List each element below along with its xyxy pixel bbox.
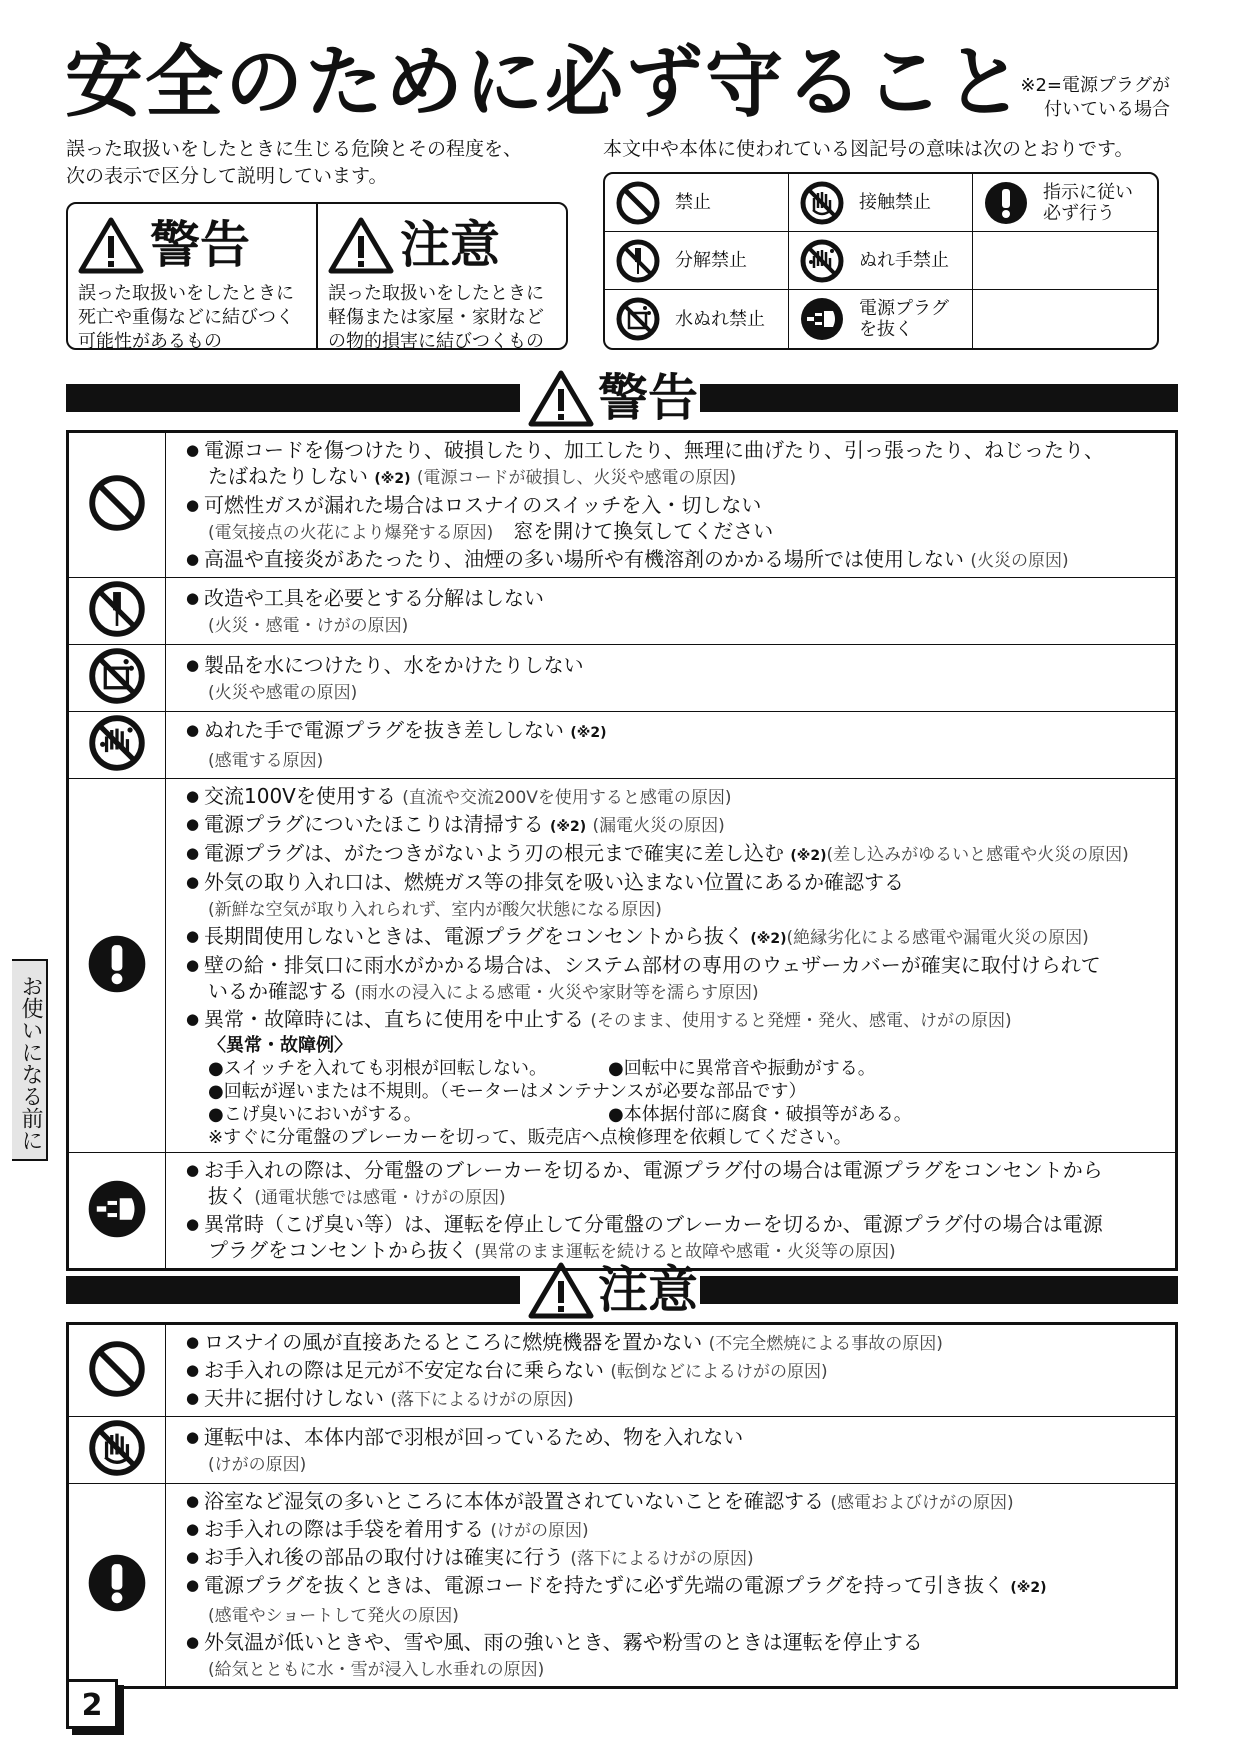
unplug-icon	[86, 1178, 148, 1240]
list-item	[186, 1385, 1161, 1413]
warning-banner-bar-right	[700, 384, 1178, 412]
item-reason: (差し込みがゆるいと感電や火災の原因)	[826, 845, 1129, 865]
plug-mark: (※2)	[549, 819, 587, 835]
item-reason: (落下によるけがの原因)	[390, 1390, 574, 1410]
symbol-legend	[603, 172, 1159, 350]
page-number: 2	[66, 1679, 118, 1729]
item-text: お手入れ後の部品の取付けは確実に行う	[204, 1545, 564, 1569]
symbol-no-disassembly	[605, 232, 789, 290]
failure-examples	[186, 1057, 1161, 1080]
intro-right: 本文中や本体に使われている図記号の意味は次のとおりです。	[603, 138, 1134, 160]
caution-banner-label	[528, 1260, 698, 1320]
symbol-mandatory	[973, 174, 1157, 232]
list-item-cont	[186, 895, 1161, 923]
caution-row-icon-cell	[68, 1417, 166, 1484]
item-reason: (雨水の浸入による感電・火災や家財等を濡らす原因)	[354, 983, 759, 1003]
warning-row-icon-cell	[68, 578, 166, 645]
warning-table	[66, 430, 1178, 1271]
item-text: いるか確認する	[208, 979, 348, 1003]
symbol-no-touch-label: 接触禁止	[859, 192, 931, 213]
item-text: ぬれた手で電源プラグを抜き差ししない	[204, 718, 564, 742]
no-water-icon	[615, 296, 661, 342]
item-text: 壁の給・排気口に雨水がかかる場合は、システム部材の専用のウェザーカバーが確実に取付けられて	[204, 953, 1101, 977]
page-title: 安全のために必ず守ること	[65, 38, 1026, 128]
item-text: ロスナイの風が直接あたるところに燃焼機器を置かない	[204, 1330, 703, 1354]
warning-row-prohibited	[68, 432, 1177, 578]
caution-row-icon-cell	[68, 1324, 166, 1417]
item-reason: (そのまま、使用すると発煙・発火、感電、けがの原因)	[590, 1011, 1012, 1031]
legend-warning	[68, 204, 316, 352]
caution-row-icon-cell	[68, 1484, 166, 1688]
unplug-icon	[799, 296, 845, 342]
list-item	[186, 717, 1161, 746]
item-text: 電源プラグを抜くときは、電源コードを持たずに必ず先端の電源プラグを持って引き抜く	[204, 1573, 1004, 1597]
failure-example-3: ●回転が遅いまたは不規則。（モーターはメンテナンスが必要な部品です）	[208, 1081, 807, 1102]
item-reason: (電気接点の火花により爆発する原因)	[208, 523, 494, 543]
list-item	[186, 811, 1161, 840]
caution-row-text	[166, 1417, 1177, 1484]
intro-left-line1: 誤った取扱いをしたときに生じる危険とその程度を、	[66, 138, 523, 160]
item-text: お手入れの際は足元が不安定な台に乗らない	[204, 1358, 604, 1382]
item-text: 電源プラグは、がたつきがないよう刃の根元まで確実に差し込む	[204, 841, 784, 865]
item-text: プラグをコンセントから抜く	[208, 1238, 468, 1262]
item-text: 交流100Vを使用する	[204, 784, 396, 808]
item-reason: (通電状態では感電・けがの原因)	[254, 1188, 506, 1208]
warning-banner-bar-left	[66, 384, 520, 412]
list-item	[186, 585, 1161, 611]
list-item	[186, 437, 1161, 463]
intro-left-line2: 次の表示で区分して説明しています。	[66, 165, 388, 187]
caution-row-text	[166, 1324, 1177, 1417]
prohibited-icon	[87, 473, 147, 533]
legend-warning-desc-3: 可能性があるもの	[78, 331, 222, 352]
plug-mark: (※2)	[374, 471, 411, 487]
item-text: 可燃性ガスが漏れた場合はロスナイのスイッチを入・切しない	[204, 493, 762, 517]
list-item	[186, 546, 1161, 574]
item-reason: (感電およびけがの原因)	[830, 1493, 1014, 1513]
list-item-cont	[186, 611, 1161, 639]
plug-mark: (※2)	[570, 725, 607, 741]
plug-note-line1: ※2=電源プラグが	[1020, 75, 1170, 96]
item-reason: (感電する原因)	[208, 751, 324, 771]
severity-legend	[66, 202, 568, 350]
list-item	[186, 492, 1161, 518]
failure-examples-note: ※すぐに分電盤のブレーカーを切って、販売店へ点検修理を依頼してください。	[208, 1127, 852, 1148]
item-reason: (落下によるけがの原因)	[570, 1549, 754, 1569]
item-text: 異常時（こげ臭い等）は、運転を停止して分電盤のブレーカーを切るか、電源プラグ付の場合は電源	[204, 1212, 1103, 1236]
warning-row-text	[166, 779, 1177, 1153]
caution-triangle-icon	[328, 216, 394, 274]
symbol-unplug-label-2: を抜く	[859, 319, 913, 340]
warning-row-no-wet-hands	[68, 712, 1177, 779]
plug-mark: (※2)	[1010, 1580, 1047, 1596]
list-item-cont	[186, 1601, 1161, 1629]
item-text: 改造や工具を必要とする分解はしない	[204, 585, 544, 610]
list-item	[186, 1006, 1161, 1034]
no-water-icon	[87, 646, 147, 706]
item-text: 運転中は、本体内部で羽根が回っているため、物を入れない	[204, 1424, 744, 1449]
item-reason: (転倒などによるけがの原因)	[610, 1362, 828, 1382]
warning-row-icon-cell	[68, 645, 166, 712]
symbol-prohibited-label: 禁止	[675, 192, 711, 213]
prohibited-icon	[87, 1339, 147, 1399]
warning-row-text	[166, 578, 1177, 645]
caution-row-text	[166, 1484, 1177, 1688]
section-side-tab: お使いになる前に	[12, 959, 48, 1161]
symbol-no-wet-hands	[789, 232, 973, 290]
list-item	[186, 952, 1161, 978]
warning-row-text	[166, 645, 1177, 712]
item-reason: (絶縁劣化による感電や漏電火災の原因)	[786, 928, 1089, 948]
list-item	[186, 1329, 1161, 1357]
list-item-cont	[186, 463, 1161, 492]
symbol-no-water	[605, 290, 789, 348]
failure-example-1: ●スイッチを入れても羽根が回転しない。	[208, 1058, 547, 1079]
failure-examples-title: 〈異常・故障例〉	[208, 1035, 352, 1056]
item-text: 抜く	[208, 1184, 248, 1208]
item-extra: 窓を開けて換気してください	[513, 519, 774, 543]
item-text: 外気温が低いときや、雪や風、雨の強いとき、霧や粉雪のときは運転を停止する	[204, 1630, 923, 1654]
failure-examples	[186, 1103, 1161, 1126]
list-item	[186, 1544, 1161, 1572]
caution-banner	[66, 1260, 1178, 1320]
warning-row-no-water	[68, 645, 1177, 712]
item-text: 電源コードを傷つけたり、破損したり、加工したり、無理に曲げたり、引っ張ったり、ねじったり、	[204, 438, 1104, 462]
warning-banner	[66, 368, 1178, 428]
symbol-prohibited	[605, 174, 789, 232]
list-item-cont	[186, 1655, 1161, 1683]
item-text: 長期間使用しないときは、電源プラグをコンセントから抜く	[204, 924, 744, 948]
item-text: 異常・故障時には、直ちに使用を中止する	[204, 1007, 584, 1031]
caution-heading: 注意	[598, 1261, 698, 1319]
warning-row-icon-cell	[68, 1153, 166, 1270]
plug-mark: (※2)	[750, 931, 787, 947]
plug-mark: (※2)	[790, 848, 827, 864]
failure-example-2: ●回転中に異常音や振動がする。	[608, 1058, 876, 1079]
mandatory-icon	[86, 933, 148, 995]
symbol-no-wet-hands-label: ぬれ手禁止	[859, 250, 949, 271]
legend-caution-desc-2: 軽傷または家屋・家財など	[328, 307, 544, 328]
item-text: 高温や直接炎があたったり、油煙の多い場所や有機溶剤のかかる場所では使用しない	[204, 547, 964, 571]
warning-row-mandatory	[68, 779, 1177, 1153]
symbol-mandatory-label-1: 指示に従い	[1043, 181, 1133, 203]
warning-heading: 警告	[598, 369, 698, 427]
no-disassembly-icon	[87, 579, 147, 639]
no-wet-hands-icon	[87, 713, 147, 773]
list-item	[186, 1572, 1161, 1601]
caution-row-no-touch	[68, 1417, 1177, 1484]
no-touch-icon	[87, 1418, 147, 1478]
prohibited-icon	[615, 180, 661, 226]
symbol-empty-1	[973, 232, 1157, 290]
caution-banner-bar-left	[66, 1276, 520, 1304]
failure-example-4: ●こげ臭いにおいがする。	[208, 1104, 422, 1125]
list-item	[186, 652, 1161, 678]
item-text: お手入れの際は、分電盤のブレーカーを切るか、電源プラグ付の場合は電源プラグをコンセントから	[204, 1158, 1103, 1182]
item-reason: (不完全燃焼による事故の原因)	[708, 1334, 943, 1354]
caution-row-prohibited	[68, 1324, 1177, 1417]
list-item-cont	[186, 1183, 1161, 1211]
item-text: 外気の取り入れ口は、燃焼ガス等の排気を吸い込まない位置にあるか確認する	[204, 870, 904, 894]
list-item	[186, 1516, 1161, 1544]
warning-row-text	[166, 1153, 1177, 1270]
no-wet-hands-icon	[799, 238, 845, 284]
item-reason: (漏電火災の原因)	[592, 816, 725, 836]
item-reason: (新鮮な空気が取り入れられず、室内が酸欠状態になる原因)	[208, 900, 662, 920]
warning-row-text	[166, 432, 1177, 578]
item-reason: (火災や感電の原因)	[208, 682, 358, 703]
legend-warning-desc-1: 誤った取扱いをしたときに	[78, 283, 294, 304]
legend-warning-desc-2: 死亡や重傷などに結びつく	[78, 307, 294, 328]
warning-row-no-disassembly	[68, 578, 1177, 645]
list-item-cont	[186, 978, 1161, 1006]
caution-banner-bar-right	[700, 1276, 1178, 1304]
caution-row-mandatory	[68, 1484, 1177, 1688]
item-text: 製品を水につけたり、水をかけたりしない	[204, 652, 584, 677]
item-reason: (異常のまま運転を続けると故障や感電・火災等の原因)	[474, 1242, 896, 1262]
list-item	[186, 1157, 1161, 1183]
mandatory-icon	[983, 180, 1029, 226]
item-reason: (給気とともに水・雪が浸入し水垂れの原因)	[208, 1660, 545, 1680]
item-text: 天井に据付けしない	[204, 1386, 384, 1410]
symbol-mandatory-label-2: 必ず行う	[1043, 202, 1115, 224]
failure-example-5: ●本体据付部に腐食・破損等がある。	[608, 1104, 912, 1125]
item-reason: (けがの原因)	[208, 1454, 307, 1475]
warning-row-text	[166, 712, 1177, 779]
warning-banner-label	[528, 368, 698, 428]
item-text: 浴室など湿気の多いところに本体が設置されていないことを確認する	[204, 1489, 824, 1513]
legend-warning-label: 警告	[150, 216, 250, 274]
list-item-cont	[186, 746, 1161, 774]
symbol-unplug	[789, 290, 973, 348]
plug-note-line2: 付いている場合	[1044, 99, 1170, 120]
list-item	[186, 783, 1161, 811]
warning-row-unplug	[68, 1153, 1177, 1270]
symbol-no-water-label: 水ぬれ禁止	[675, 308, 765, 330]
list-item	[186, 1629, 1161, 1655]
mandatory-icon	[86, 1552, 148, 1614]
warning-triangle-icon	[528, 369, 594, 427]
list-item-cont	[186, 678, 1161, 706]
item-reason: (感電やショートして発火の原因)	[208, 1606, 459, 1626]
legend-caution	[316, 204, 566, 352]
warning-triangle-icon	[78, 216, 144, 274]
caution-table	[66, 1322, 1178, 1689]
legend-caution-desc-3: の物的損害に結びつくもの	[328, 331, 544, 352]
list-item	[186, 1424, 1161, 1450]
item-text: 電源プラグについたほこりは清掃する	[204, 812, 544, 836]
list-item	[186, 840, 1161, 869]
item-text: お手入れの際は手袋を着用する	[204, 1517, 484, 1541]
legend-caution-desc-1: 誤った取扱いをしたときに	[328, 283, 544, 304]
no-disassembly-icon	[615, 238, 661, 284]
symbol-empty-2	[973, 290, 1157, 348]
symbol-unplug-label-1: 電源プラグ	[859, 298, 949, 319]
no-touch-icon	[799, 180, 845, 226]
item-reason: (火災・感電・けがの原因)	[208, 615, 409, 636]
warning-row-icon-cell	[68, 779, 166, 1153]
symbol-no-disassembly-label: 分解禁止	[675, 250, 747, 271]
item-text: たばねたりしない	[208, 464, 368, 488]
list-item	[186, 869, 1161, 895]
item-reason: (電源コードが破損し、火災や感電の原因)	[416, 468, 737, 488]
list-item	[186, 1211, 1161, 1237]
item-reason: (直流や交流200Vを使用すると感電の原因)	[402, 788, 732, 808]
list-item-cont	[186, 1450, 1161, 1478]
warning-row-icon-cell	[68, 712, 166, 779]
caution-triangle-icon	[528, 1261, 594, 1319]
intro-left	[66, 136, 586, 190]
symbol-no-touch	[789, 174, 973, 232]
list-item	[186, 923, 1161, 952]
list-item	[186, 1488, 1161, 1516]
list-item	[186, 1357, 1161, 1385]
item-reason: (火災の原因)	[970, 551, 1069, 571]
warning-row-icon-cell	[68, 432, 166, 578]
item-reason: (けがの原因)	[490, 1521, 589, 1541]
list-item-cont	[186, 518, 1161, 546]
plug-note	[1010, 74, 1170, 122]
legend-caution-label: 注意	[400, 216, 500, 274]
